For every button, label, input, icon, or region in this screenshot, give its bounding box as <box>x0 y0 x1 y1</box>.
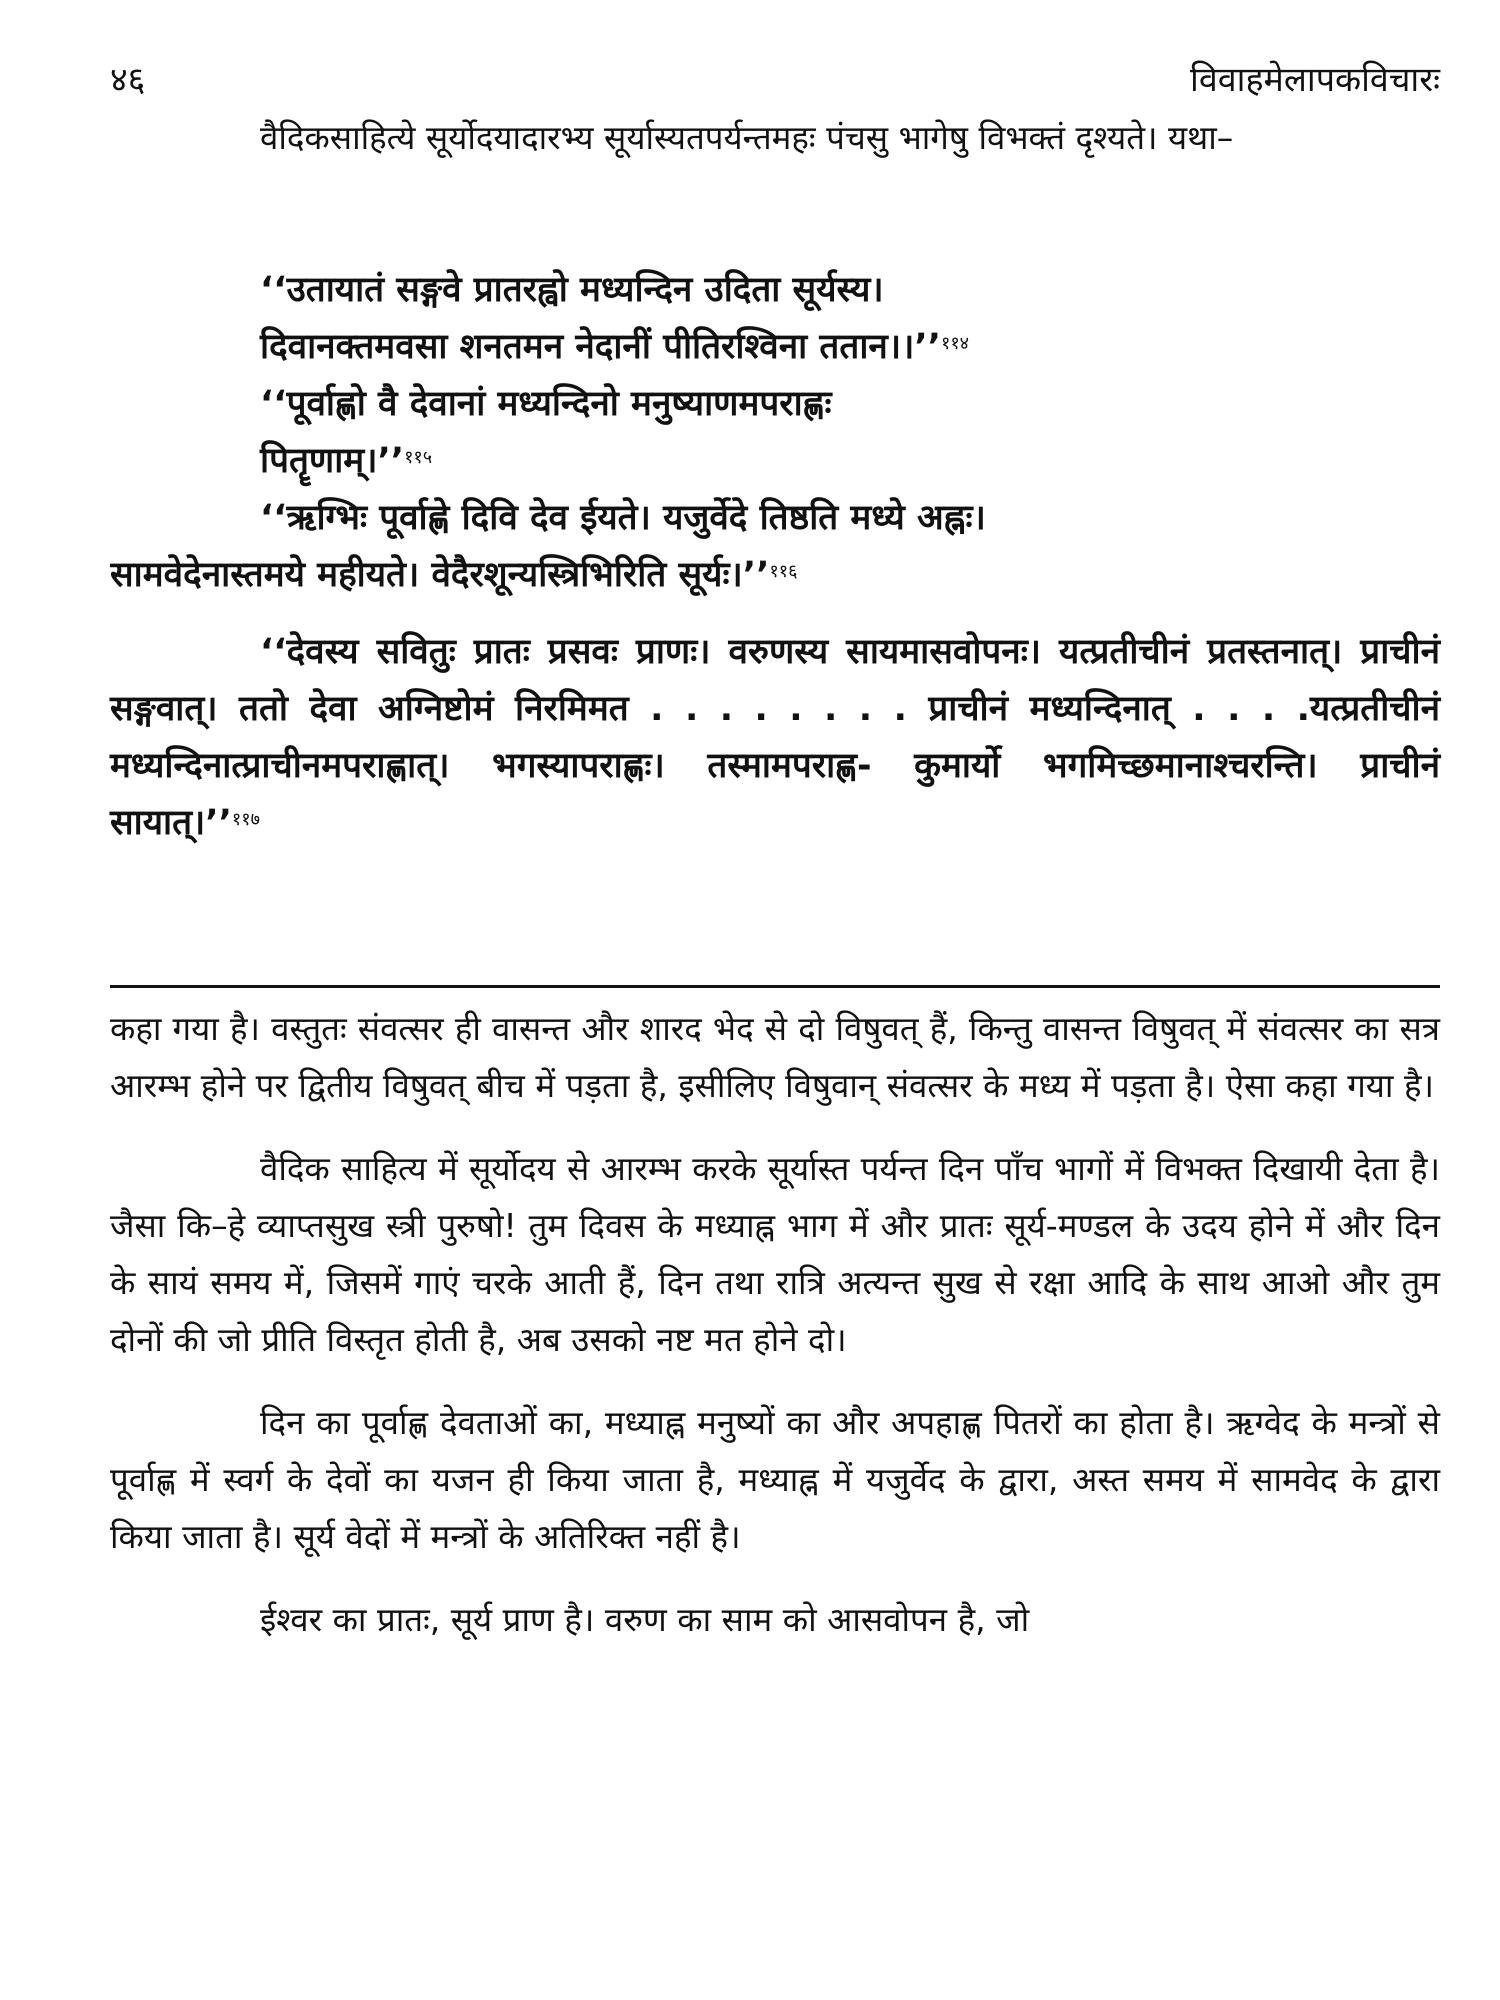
translation-paragraph-2: वैदिक साहित्य में सूर्योदय से आरम्भ करके सूर्यास्त पर्यन्त दिन पाँच भागों में विभक्त दिखायी देता है। जैसा कि–हे व्याप्तसुख स्त्री पुरुषो! तुम दिवस के मध्याह्न भाग में और प्रातः सूर्य-मण्डल के उदय होने में और दिन के सायं समय में, जिसमें गाएं चरके आती हैं, दिन तथा रात्रि अत्यन्त सुख से रक्षा आदि के साथ आओ और तुम दोनों की जो प्रीति विस्तृत होती है, अब उसको नष्ट मत होने दो। <box>110 1149 1440 1359</box>
quote-116-line-1: ‘‘ऋग्भिः पूर्वाह्णे दिवि देव ईयते। यजुर्वेदे तिष्ठति मध्ये अह्नः। <box>260 498 986 538</box>
footnote-ref-115: ११५ <box>404 447 433 468</box>
intro-paragraph-block <box>110 110 1440 165</box>
quote-117: ‘‘देवस्य सवितुः प्रातः प्रसवः प्राणः। वरुणस्य सायमासवोपनः। यत्प्रतीचीनं प्रतस्तनात्। प्राचीनं सङ्गवात्। ततो देवा अग्निष्टोमं निरमिमत . . . . . . . . प्राचीनं मध्यन्दिनात् . . . .यत्प्रतीचीनं मध्यन्दिनात्प्राचीनमपराह्णात्। भगस्यापराह्णः। तस्मामपराह्ण- कुमार्यो भगमिच्छमानाश्चरन्ति। प्राचीनं सायात्।’’$^{११७}$ <box>110 632 1440 843</box>
translation-paragraph-4: ईश्वर का प्रातः, सूर्य प्राण है। वरुण का साम को आसवोपन है, जो <box>260 1600 1030 1639</box>
translation-paragraph-1: कहा गया है। वस्तुतः संवत्सर ही वासन्त और शारद भेद से दो विषुवत् हैं, किन्तु वासन्त विषुवत् में संवत्सर का सत्र आरम्भ होने पर द्वितीय विषुवत् बीच में पड़ता है, इसीलिए विषुवान् संवत्सर के मध्य में पड़ता है। ऐसा कहा गया है। <box>110 1009 1440 1105</box>
footnote-ref-114: ११४ <box>940 333 970 354</box>
quote-115-line-1: ‘‘पूर्वाह्णो वै देवानां मध्यन्दिनो मनुष्याणमपराह्णः <box>260 384 832 424</box>
footnote-ref-116: ११६ <box>769 561 798 582</box>
quote-114-line-2: दिवानक्तमवसा शनतमन नेदानीं पीतिरश्विना ततान।।’’$^{११४}$ <box>260 327 970 367</box>
footnote-divider <box>110 985 1440 988</box>
translation-block <box>110 1000 1440 1674</box>
intro-paragraph: वैदिकसाहित्ये सूर्योदयादारभ्य सूर्यास्यतपर्यन्तमहः पंचसु भागेषु विभक्तं दृश्यते। यथा– <box>260 118 1234 157</box>
page-number: ४६ <box>110 60 146 100</box>
quotation-block <box>110 262 1440 852</box>
quote-115-line-2: पितॄणाम्।’’$^{११५}$ <box>260 441 433 481</box>
running-title: विवाहमेलापकविचारः <box>1190 60 1440 100</box>
translation-paragraph-3: दिन का पूर्वाह्ण देवताओं का, मध्याह्न मनुष्यों का और अपहाह्ण पितरों का होता है। ऋग्वेद के मन्त्रों से पूर्वाह्ण में स्वर्ग के देवों का यजन ही किया जाता है, मध्याह्न में यजुर्वेद के द्वारा, अस्त समय में सामवेद के द्वारा किया जाता है। सूर्य वेदों में मन्त्रों के अतिरिक्त नहीं है। <box>110 1403 1440 1556</box>
page-header <box>110 55 1440 105</box>
quote-114-line-1: ‘‘उतायातं सङ्गवे प्रातरह्वो मध्यन्दिन उदिता सूर्यस्य। <box>260 270 884 310</box>
quote-116-line-2: सामवेदेनास्तमये महीयते। वेदैरशून्यस्त्रिभिरिति सूर्यः।’’$^{११६}$ <box>110 555 798 595</box>
footnote-ref-117: ११७ <box>231 809 260 830</box>
